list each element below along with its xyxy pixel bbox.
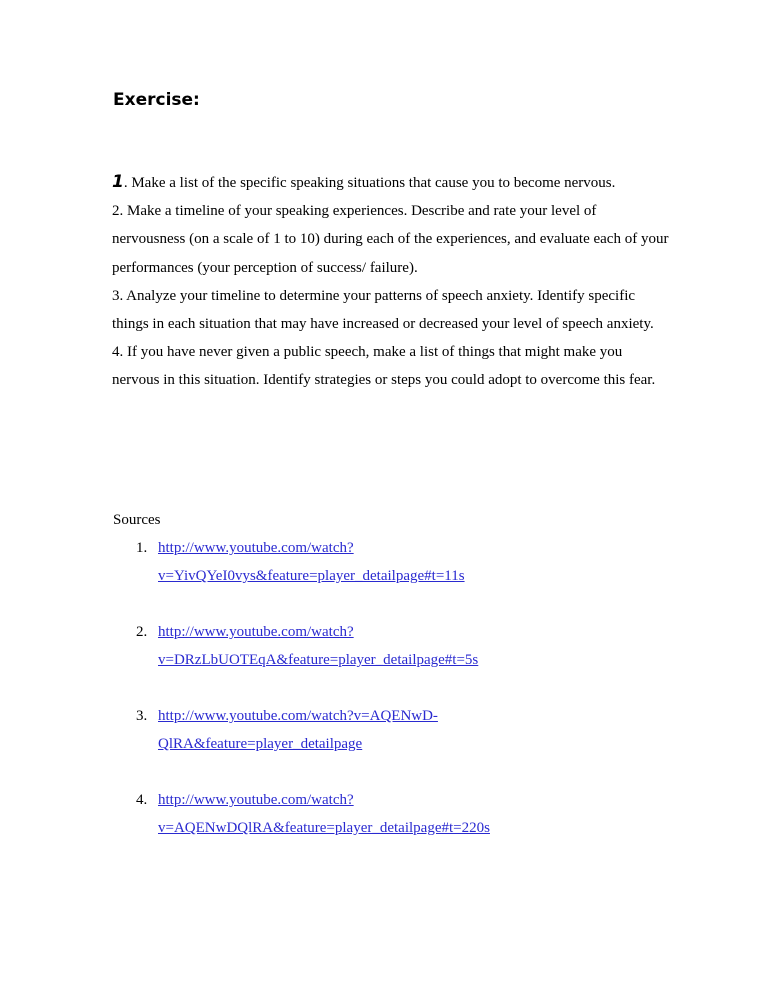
sources-list bbox=[0, 534, 768, 870]
exercise-item-4: 4. If you have never given a public speech, make a list of things that might make you nervous in this situation. Identify strategies or steps you could adopt to overcome this fear. bbox=[112, 344, 656, 389]
exercise-item-1-text: . Make a list of the specific speaking situations that cause you to become nervous. bbox=[123, 175, 616, 191]
exercise-item-2: 2. Make a timeline of your speaking experiences. Describe and rate your level of nervousness (on a scale of 1 to 10) during each of the experiences, and evaluate each of your performances (your perception of success/ failure). bbox=[112, 203, 669, 276]
source-number: 1. bbox=[136, 540, 148, 556]
exercise-item-1-number: 1 bbox=[112, 172, 124, 192]
source-link-line: http://www.youtube.com/watch? bbox=[158, 792, 354, 808]
exercise-heading: Exercise: bbox=[113, 90, 200, 110]
source-link-line: http://www.youtube.com/watch? bbox=[158, 540, 354, 556]
exercise-body bbox=[112, 168, 672, 395]
source-link-line: QlRA&feature=player_detailpage bbox=[158, 736, 363, 752]
source-number: 4. bbox=[136, 792, 148, 808]
sources-label: Sources bbox=[113, 512, 161, 528]
source-link-line: v=YivQYeI0vys&feature=player_detailpage#t=11s bbox=[158, 568, 465, 584]
source-item-2 bbox=[0, 618, 768, 702]
source-link-3[interactable] bbox=[158, 702, 558, 758]
source-item-1 bbox=[0, 534, 768, 618]
source-item-3 bbox=[0, 702, 768, 786]
source-number: 2. bbox=[136, 624, 148, 640]
exercise-item-1 bbox=[112, 168, 672, 197]
source-number: 3. bbox=[136, 708, 148, 724]
source-link-line: v=DRzLbUOTEqA&feature=player_detailpage#t=5s bbox=[158, 652, 479, 668]
source-link-line: http://www.youtube.com/watch? bbox=[158, 624, 354, 640]
source-link-line: http://www.youtube.com/watch?v=AQENwD- bbox=[158, 708, 438, 724]
source-link-2[interactable] bbox=[158, 618, 558, 674]
source-link-1[interactable] bbox=[158, 534, 558, 590]
exercise-item-3: 3. Analyze your timeline to determine your patterns of speech anxiety. Identify specific things in each situation that may have increased or decreased your level of speech anxiety. bbox=[112, 287, 654, 333]
source-item-4 bbox=[0, 786, 768, 870]
source-link-4[interactable] bbox=[158, 786, 558, 842]
source-link-line: v=AQENwDQlRA&feature=player_detailpage#t=220s bbox=[158, 820, 490, 836]
